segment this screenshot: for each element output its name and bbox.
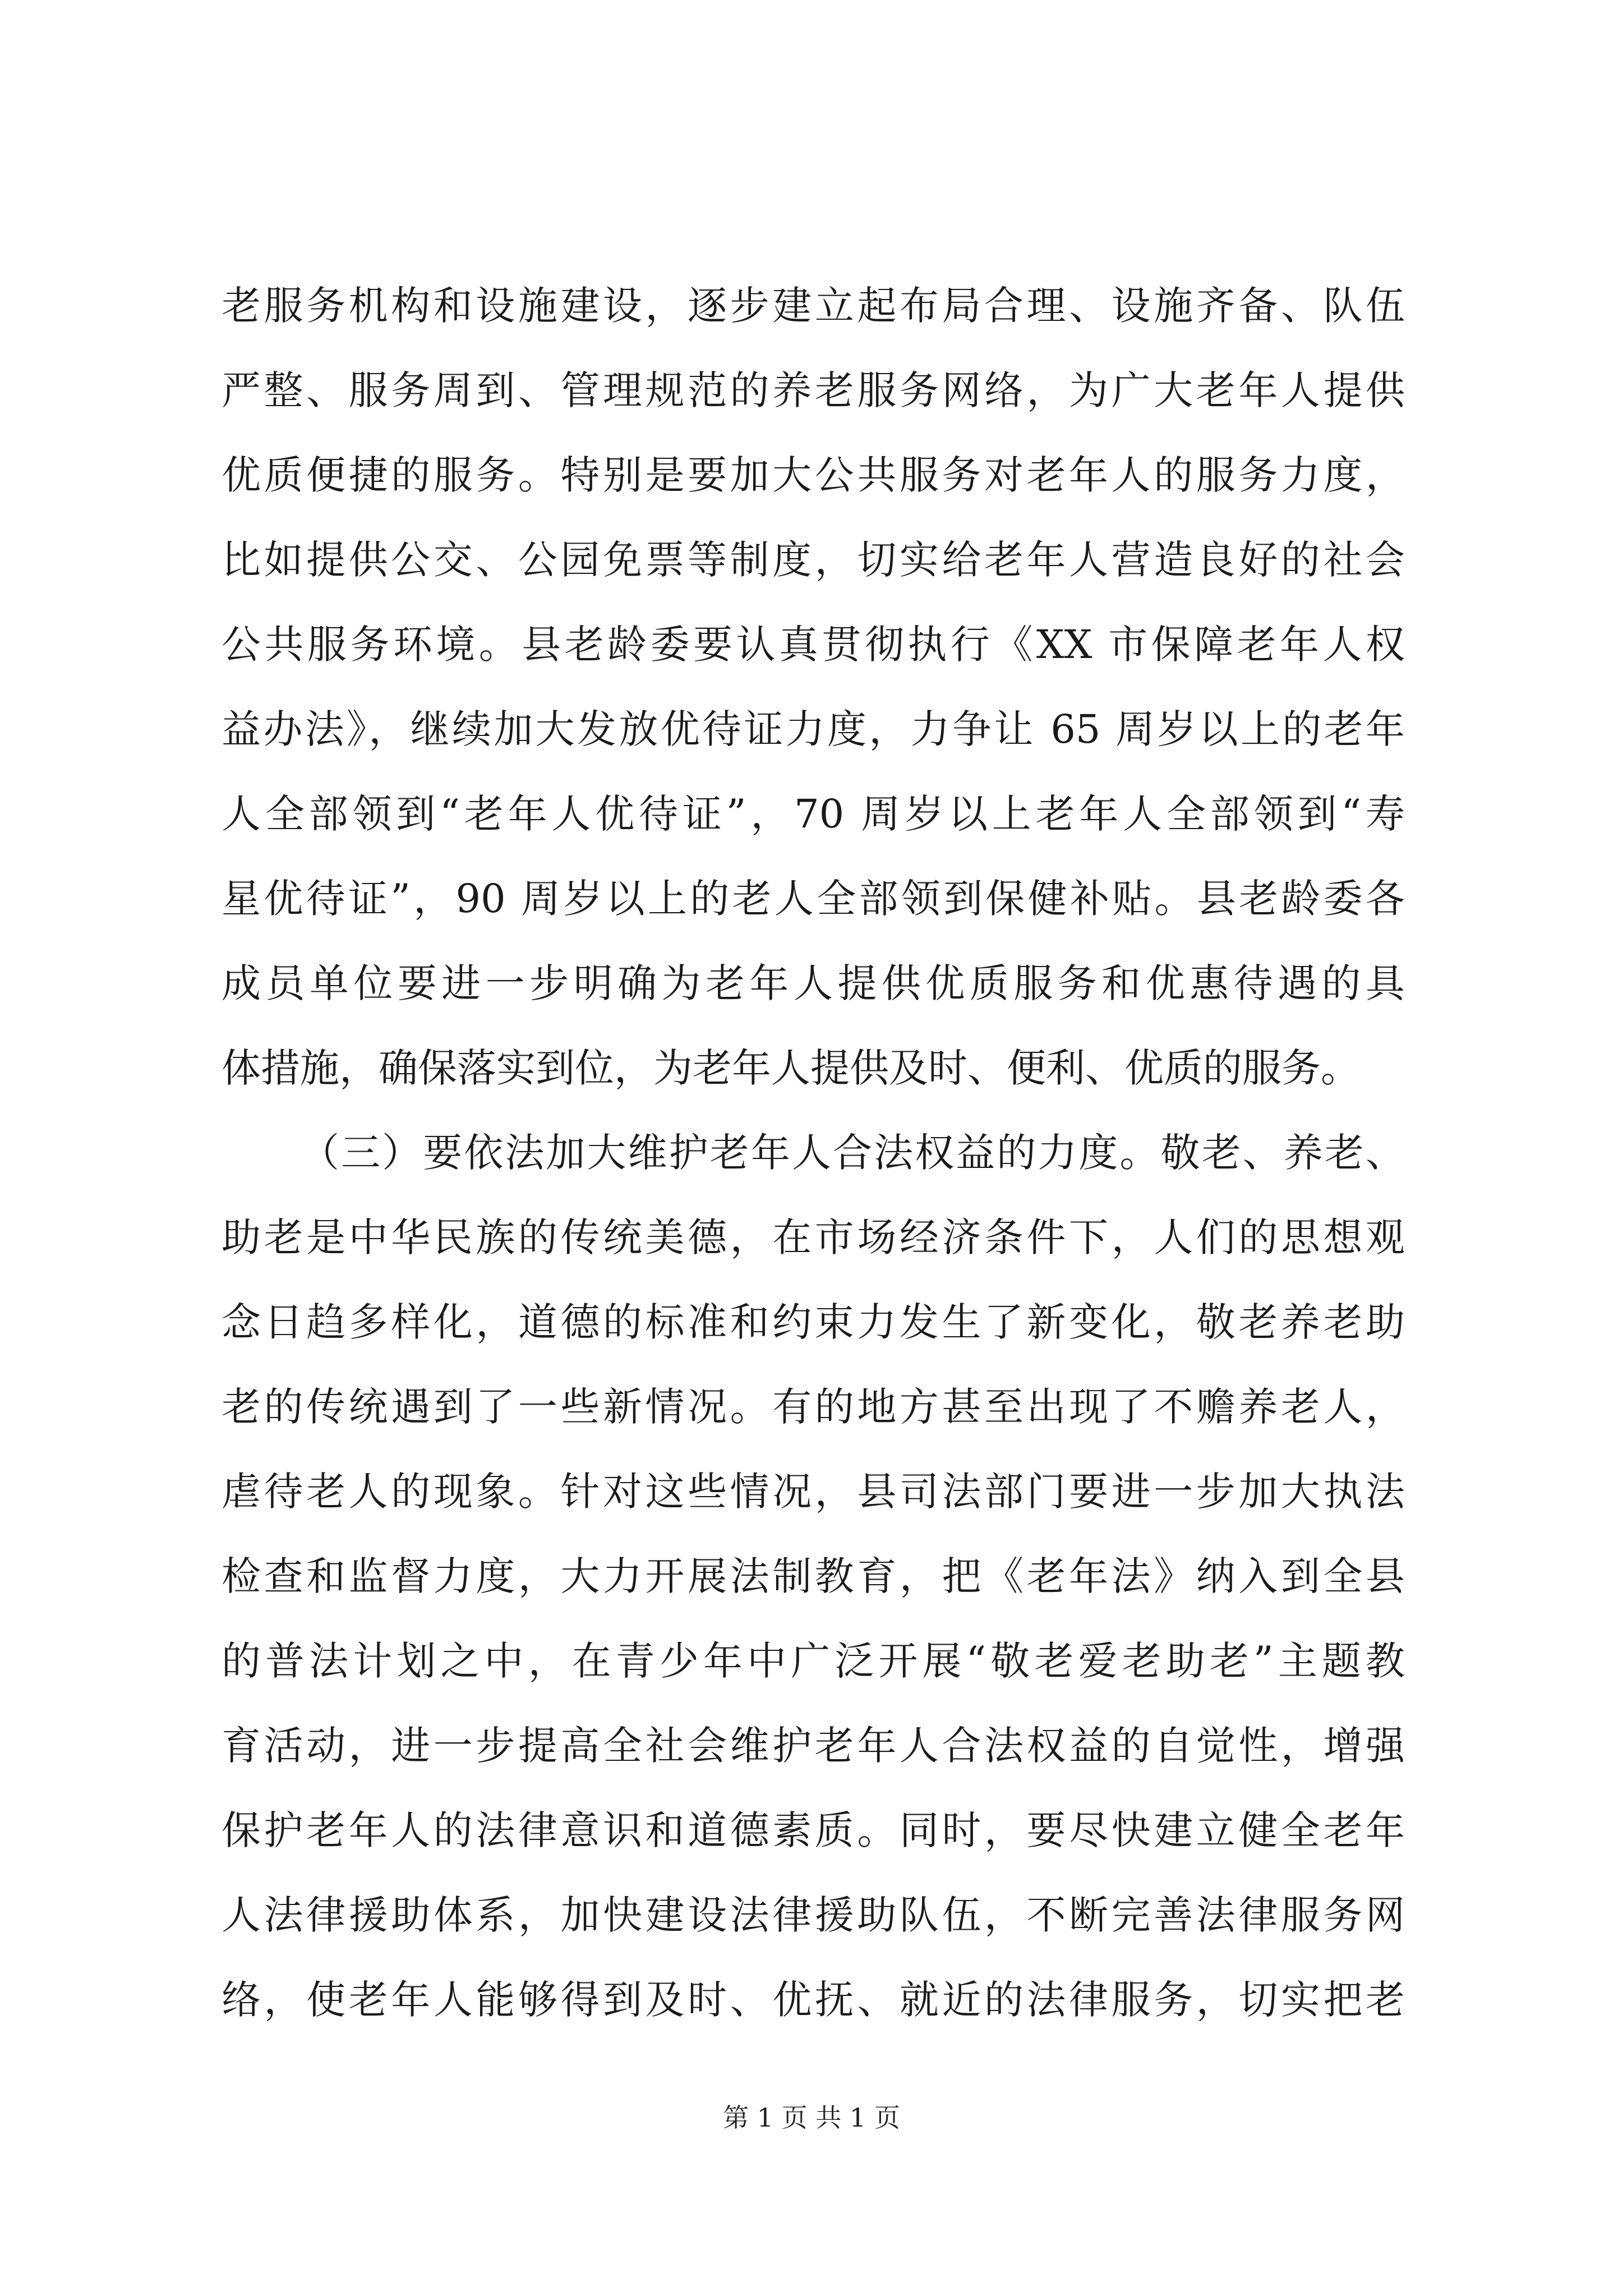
body-text-line: 人全部领到“老年人优待证”，70 周岁以上老年人全部领到“寿 <box>222 791 1405 837</box>
page-footer: 第 1 页 共 1 页 <box>723 2102 900 2133</box>
body-text-line: 育活动，进一步提高全社会维护老年人合法权益的自觉性，增强 <box>222 1723 1405 1769</box>
body-text-line: 比如提供公交、公园免票等制度，切实给老年人营造良好的社会 <box>222 537 1405 583</box>
body-text-line: 保护老年人的法律意识和道德素质。同时，要尽快建立健全老年 <box>222 1807 1405 1853</box>
body-text-line: 的普法计划之中，在青少年中广泛开展“敬老爱老助老”主题教 <box>222 1638 1405 1684</box>
body-text-line: 络，使老年人能够得到及时、优抚、就近的法律服务，切实把老 <box>222 1977 1405 2023</box>
body-text-line: 公共服务环境。县老龄委要认真贯彻执行《XX 市保障老年人权 <box>222 622 1405 668</box>
body-text-line: 益办法》，继续加大发放优待证力度，力争让 65 周岁以上的老年 <box>222 706 1405 752</box>
body-text-line: 虐待老人的现象。针对这些情况，县司法部门要进一步加大执法 <box>222 1469 1405 1515</box>
body-text-line: 人法律援助体系，加快建设法律援助队伍，不断完善法律服务网 <box>222 1892 1405 1938</box>
body-text-line: 星优待证”，90 周岁以上的老人全部领到保健补贴。县老龄委各 <box>222 876 1405 922</box>
paragraph-heading-line: （三）要依法加大维护老年人合法权益的力度。敬老、养老、 <box>300 1130 1405 1176</box>
body-text-line: 助老是中华民族的传统美德，在市场经济条件下，人们的思想观 <box>222 1214 1405 1260</box>
body-text-line: 成员单位要进一步明确为老年人提供优质服务和优惠待遇的具 <box>222 960 1405 1006</box>
document-body <box>222 264 1405 2042</box>
body-text-line: 检查和监督力度，大力开展法制教育，把《老年法》纳入到全县 <box>222 1553 1405 1599</box>
body-text-line: 严整、服务周到、管理规范的养老服务网络，为广大老年人提供 <box>222 367 1405 413</box>
body-text-line: 老的传统遇到了一些新情况。有的地方甚至出现了不赡养老人， <box>222 1384 1405 1430</box>
body-text-line: 优质便捷的服务。特别是要加大公共服务对老年人的服务力度， <box>222 452 1405 498</box>
body-text-line: 体措施，确保落实到位，为老年人提供及时、便利、优质的服务。 <box>222 1045 1360 1091</box>
body-text-line: 老服务机构和设施建设，逐步建立起布局合理、设施齐备、队伍 <box>222 283 1405 329</box>
body-text-line: 念日趋多样化，道德的标准和约束力发生了新变化，敬老养老助 <box>222 1299 1405 1345</box>
